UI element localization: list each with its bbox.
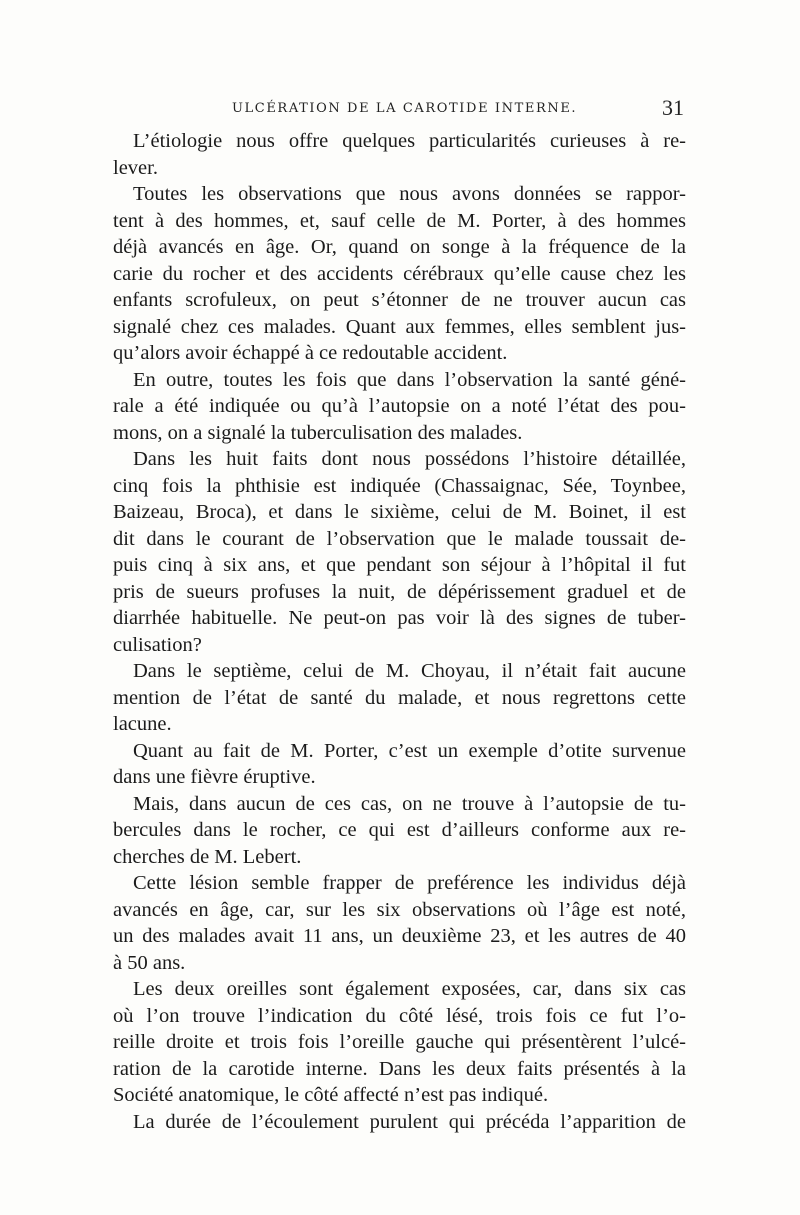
text-line: puis cinq à six ans, et que pendant son séjour à l’hôpital il fut (113, 554, 686, 576)
text-line: mons, on a signalé la tuberculisation des malades. (113, 421, 523, 444)
running-title: ULCÉRATION DE LA CAROTIDE INTERNE. (232, 101, 578, 116)
text-line: où l’on trouve l’indication du côté lésé, trois fois ce fut l’o- (113, 1004, 686, 1027)
text-line: Société anatomique, le côté affecté n’est pas indiqué. (113, 1084, 549, 1106)
text-line: reille droite et trois fois l’oreille gauche qui présentèrent l’ulcé- (113, 1031, 686, 1053)
text-line: mention de l’état de santé du malade, et nous regrettons cette (113, 686, 686, 709)
text-line: En outre, toutes les fois que dans l’observation la santé géné- (133, 368, 686, 391)
text-line: déjà avancés en âge. Or, quand on songe à la fréquence de la (113, 236, 686, 258)
text-line: L’étiologie nous offre quelques particularités curieuses à re- (133, 130, 686, 152)
text-line: ration de la carotide interne. Dans les deux faits présentés à la (113, 1057, 686, 1080)
text-line: bercules dans le rocher, ce qui est d’ailleurs conforme aux re- (113, 819, 686, 841)
text-line: Dans le septième, celui de M. Choyau, il n’était fait aucune (133, 660, 686, 682)
text-line: Toutes les observations que nous avons données se rappor- (133, 183, 686, 205)
text-line: rale a été indiquée ou qu’à l’autopsie on a noté l’état des pou- (113, 395, 686, 417)
text-line: lever. (113, 156, 158, 179)
text-line: Dans les huit faits dont nous possédons l’histoire détaillée, (133, 448, 686, 470)
text-line: culisation? (113, 633, 202, 656)
text-line: Quant au fait de M. Porter, c’est un exemple d’otite survenue (133, 739, 686, 762)
text-line: tent à des hommes, et, sauf celle de M. Porter, à des hommes (113, 209, 686, 232)
text-line: dit dans le courant de l’observation que le malade toussait de- (113, 527, 686, 550)
text-line: Mais, dans aucun de ces cas, on ne trouve à l’autopsie de tu- (133, 792, 686, 815)
text-line: dans une fièvre éruptive. (113, 766, 316, 788)
text-line: signalé chez ces malades. Quant aux femmes, elles semblent jus- (113, 315, 686, 338)
text-line: cherches de M. Lebert. (113, 845, 302, 868)
text-line: Les deux oreilles sont également exposées, car, dans six cas (133, 978, 686, 1000)
text-line: avancés en âge, car, sur les six observations où l’âge est noté, (113, 898, 686, 921)
page-number: 31 (662, 95, 684, 120)
text-line: un des malades avait 11 ans, un deuxième 23, et les autres de 40 (113, 925, 686, 947)
text-line: La durée de l’écoulement purulent qui précéda l’apparition de (133, 1110, 686, 1133)
text-line: lacune. (113, 713, 172, 735)
text-line: Cette lésion semble frapper de preférence les individus déjà (133, 872, 686, 894)
text-line: à 50 ans. (113, 951, 186, 974)
text-line: diarrhée habituelle. Ne peut-on pas voir là des signes de tuber- (113, 607, 686, 629)
text-line: pris de sueurs profuses la nuit, de dépérissement graduel et de (113, 580, 686, 603)
text-line: qu’alors avoir échappé à ce redoutable accident. (113, 342, 508, 364)
text-line: enfants scrofuleux, on peut s’étonner de ne trouver aucun cas (113, 289, 686, 311)
body-text (113, 128, 686, 1135)
text-line: cinq fois la phthisie est indiquée (Chassaignac, Sée, Toynbee, (113, 474, 686, 497)
text-line: carie du rocher et des accidents cérébraux qu’elle cause chez les (113, 262, 686, 285)
text-line: Baizeau, Broca), et dans le sixième, celui de M. Boinet, il est (113, 501, 686, 523)
running-head (0, 95, 800, 125)
